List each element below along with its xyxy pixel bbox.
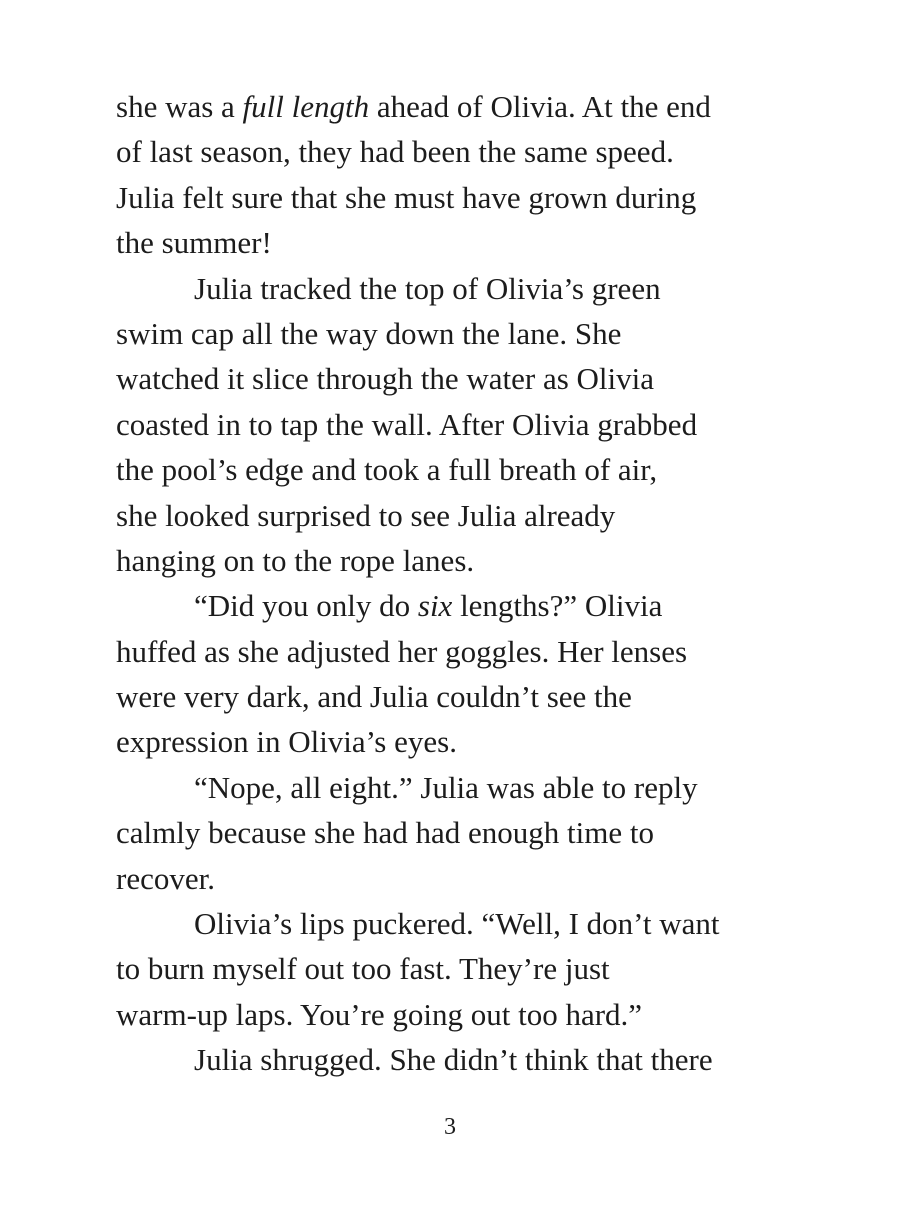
text-line: watched it slice through the water as Olivia — [116, 361, 655, 397]
text-line: swim cap all the way down the lane. She — [116, 315, 622, 351]
text-line: expression in Olivia’s eyes. — [116, 724, 457, 760]
text-line: “Nope, all eight.” Julia was able to reply — [194, 769, 698, 805]
page-body — [116, 84, 796, 1083]
text-line: Olivia’s lips puckered. “Well, I don’t want — [194, 906, 720, 942]
text-line: Julia shrugged. She didn’t think that there — [194, 1042, 713, 1078]
text-line: coasted in to tap the wall. After Olivia grabbed — [116, 406, 698, 442]
text-line: she was a full length ahead of Olivia. At the end — [116, 89, 711, 124]
story-text — [116, 84, 796, 1083]
text-line: were very dark, and Julia couldn’t see the — [116, 679, 632, 715]
text-line: “Did you only do six lengths?” Olivia — [194, 588, 663, 624]
page-number: 3 — [444, 1114, 456, 1140]
text-line: warm-up laps. You’re going out too hard.” — [116, 996, 643, 1032]
text-line: calmly because she had had enough time to — [116, 815, 655, 851]
text-line: hanging on to the rope lanes. — [116, 542, 475, 578]
text-line: huffed as she adjusted her goggles. Her lenses — [116, 633, 688, 669]
text-line: Julia felt sure that she must have grown during — [116, 179, 697, 215]
text-line: of last season, they had been the same speed. — [116, 134, 674, 170]
text-line: the pool’s edge and took a full breath of air, — [116, 452, 658, 488]
text-line: the summer! — [116, 225, 272, 261]
text-line: recover. — [116, 860, 215, 896]
text-line: she looked surprised to see Julia already — [116, 497, 616, 533]
text-line: to burn myself out too fast. They’re just — [116, 951, 610, 987]
text-line: Julia tracked the top of Olivia’s green — [194, 270, 661, 306]
